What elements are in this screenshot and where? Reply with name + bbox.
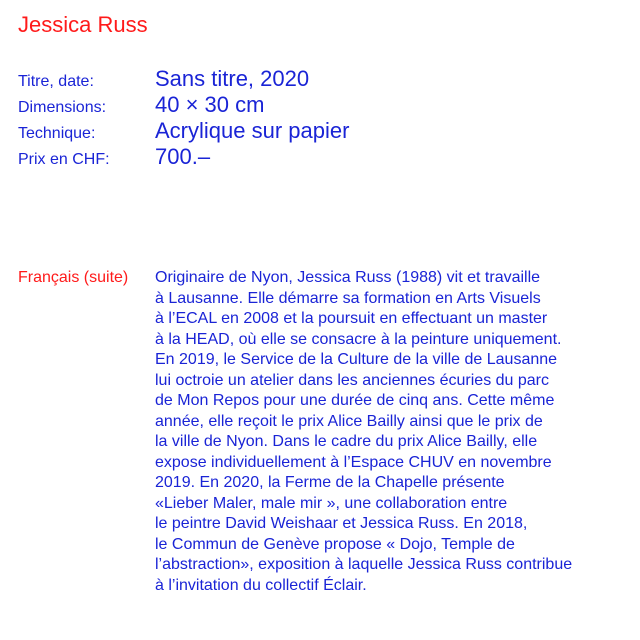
detail-label: Technique: <box>18 125 96 142</box>
detail-label: Prix en CHF: <box>18 151 110 168</box>
bio-line: lui octroie un atelier dans les anciennes écuries du parc <box>155 371 550 389</box>
detail-value: 700.– <box>155 144 211 169</box>
detail-row-dimensions <box>18 92 349 118</box>
bio-line: le Commun de Genève propose « Dojo, Temple de <box>155 535 515 553</box>
bio-line: à la HEAD, où elle se consacre à la peinture uniquement. <box>155 330 562 348</box>
bio-line: 2019. En 2020, la Ferme de la Chapelle présente <box>155 474 505 491</box>
detail-row-title-date <box>18 66 349 92</box>
detail-label: Titre, date: <box>18 73 94 90</box>
bio-line: l’abstraction», exposition à laquelle Jessica Russ contribue <box>155 556 573 573</box>
bio-line: à l’ECAL en 2008 et la poursuit en effectuant un master <box>155 310 548 327</box>
bio-line: En 2019, le Service de la Culture de la ville de Lausanne <box>155 351 558 368</box>
artist-name: Jessica Russ <box>18 12 148 37</box>
bio-line: Originaire de Nyon, Jessica Russ (1988) vit et travaille <box>155 269 541 286</box>
section-label: Français (suite) <box>18 269 129 286</box>
bio-line: la ville de Nyon. Dans le cadre du prix Alice Bailly, elle <box>155 433 538 450</box>
bio-line: expose individuellement à l’Espace CHUV en novembre <box>155 453 552 471</box>
artwork-details <box>18 66 349 170</box>
detail-label: Dimensions: <box>18 99 107 116</box>
detail-value: Sans titre, 2020 <box>155 66 310 91</box>
detail-row-price <box>18 144 349 170</box>
biography-text <box>155 268 625 596</box>
bio-line: de Mon Repos pour une durée de cinq ans. Cette même <box>155 392 555 409</box>
detail-value: 40 × 30 cm <box>155 92 265 117</box>
detail-row-technique <box>18 118 349 144</box>
bio-line: à Lausanne. Elle démarre sa formation en Arts Visuels <box>155 289 541 307</box>
bio-line: le peintre David Weishaar et Jessica Russ. En 2018, <box>155 515 528 532</box>
detail-value: Acrylique sur papier <box>155 118 350 143</box>
bio-line: année, elle reçoit le prix Alice Bailly ainsi que le prix de <box>155 412 543 430</box>
bio-line: à l’invitation du collectif Éclair. <box>155 576 367 594</box>
bio-line: «Lieber Maler, male mir », une collaboration entre <box>155 494 508 512</box>
